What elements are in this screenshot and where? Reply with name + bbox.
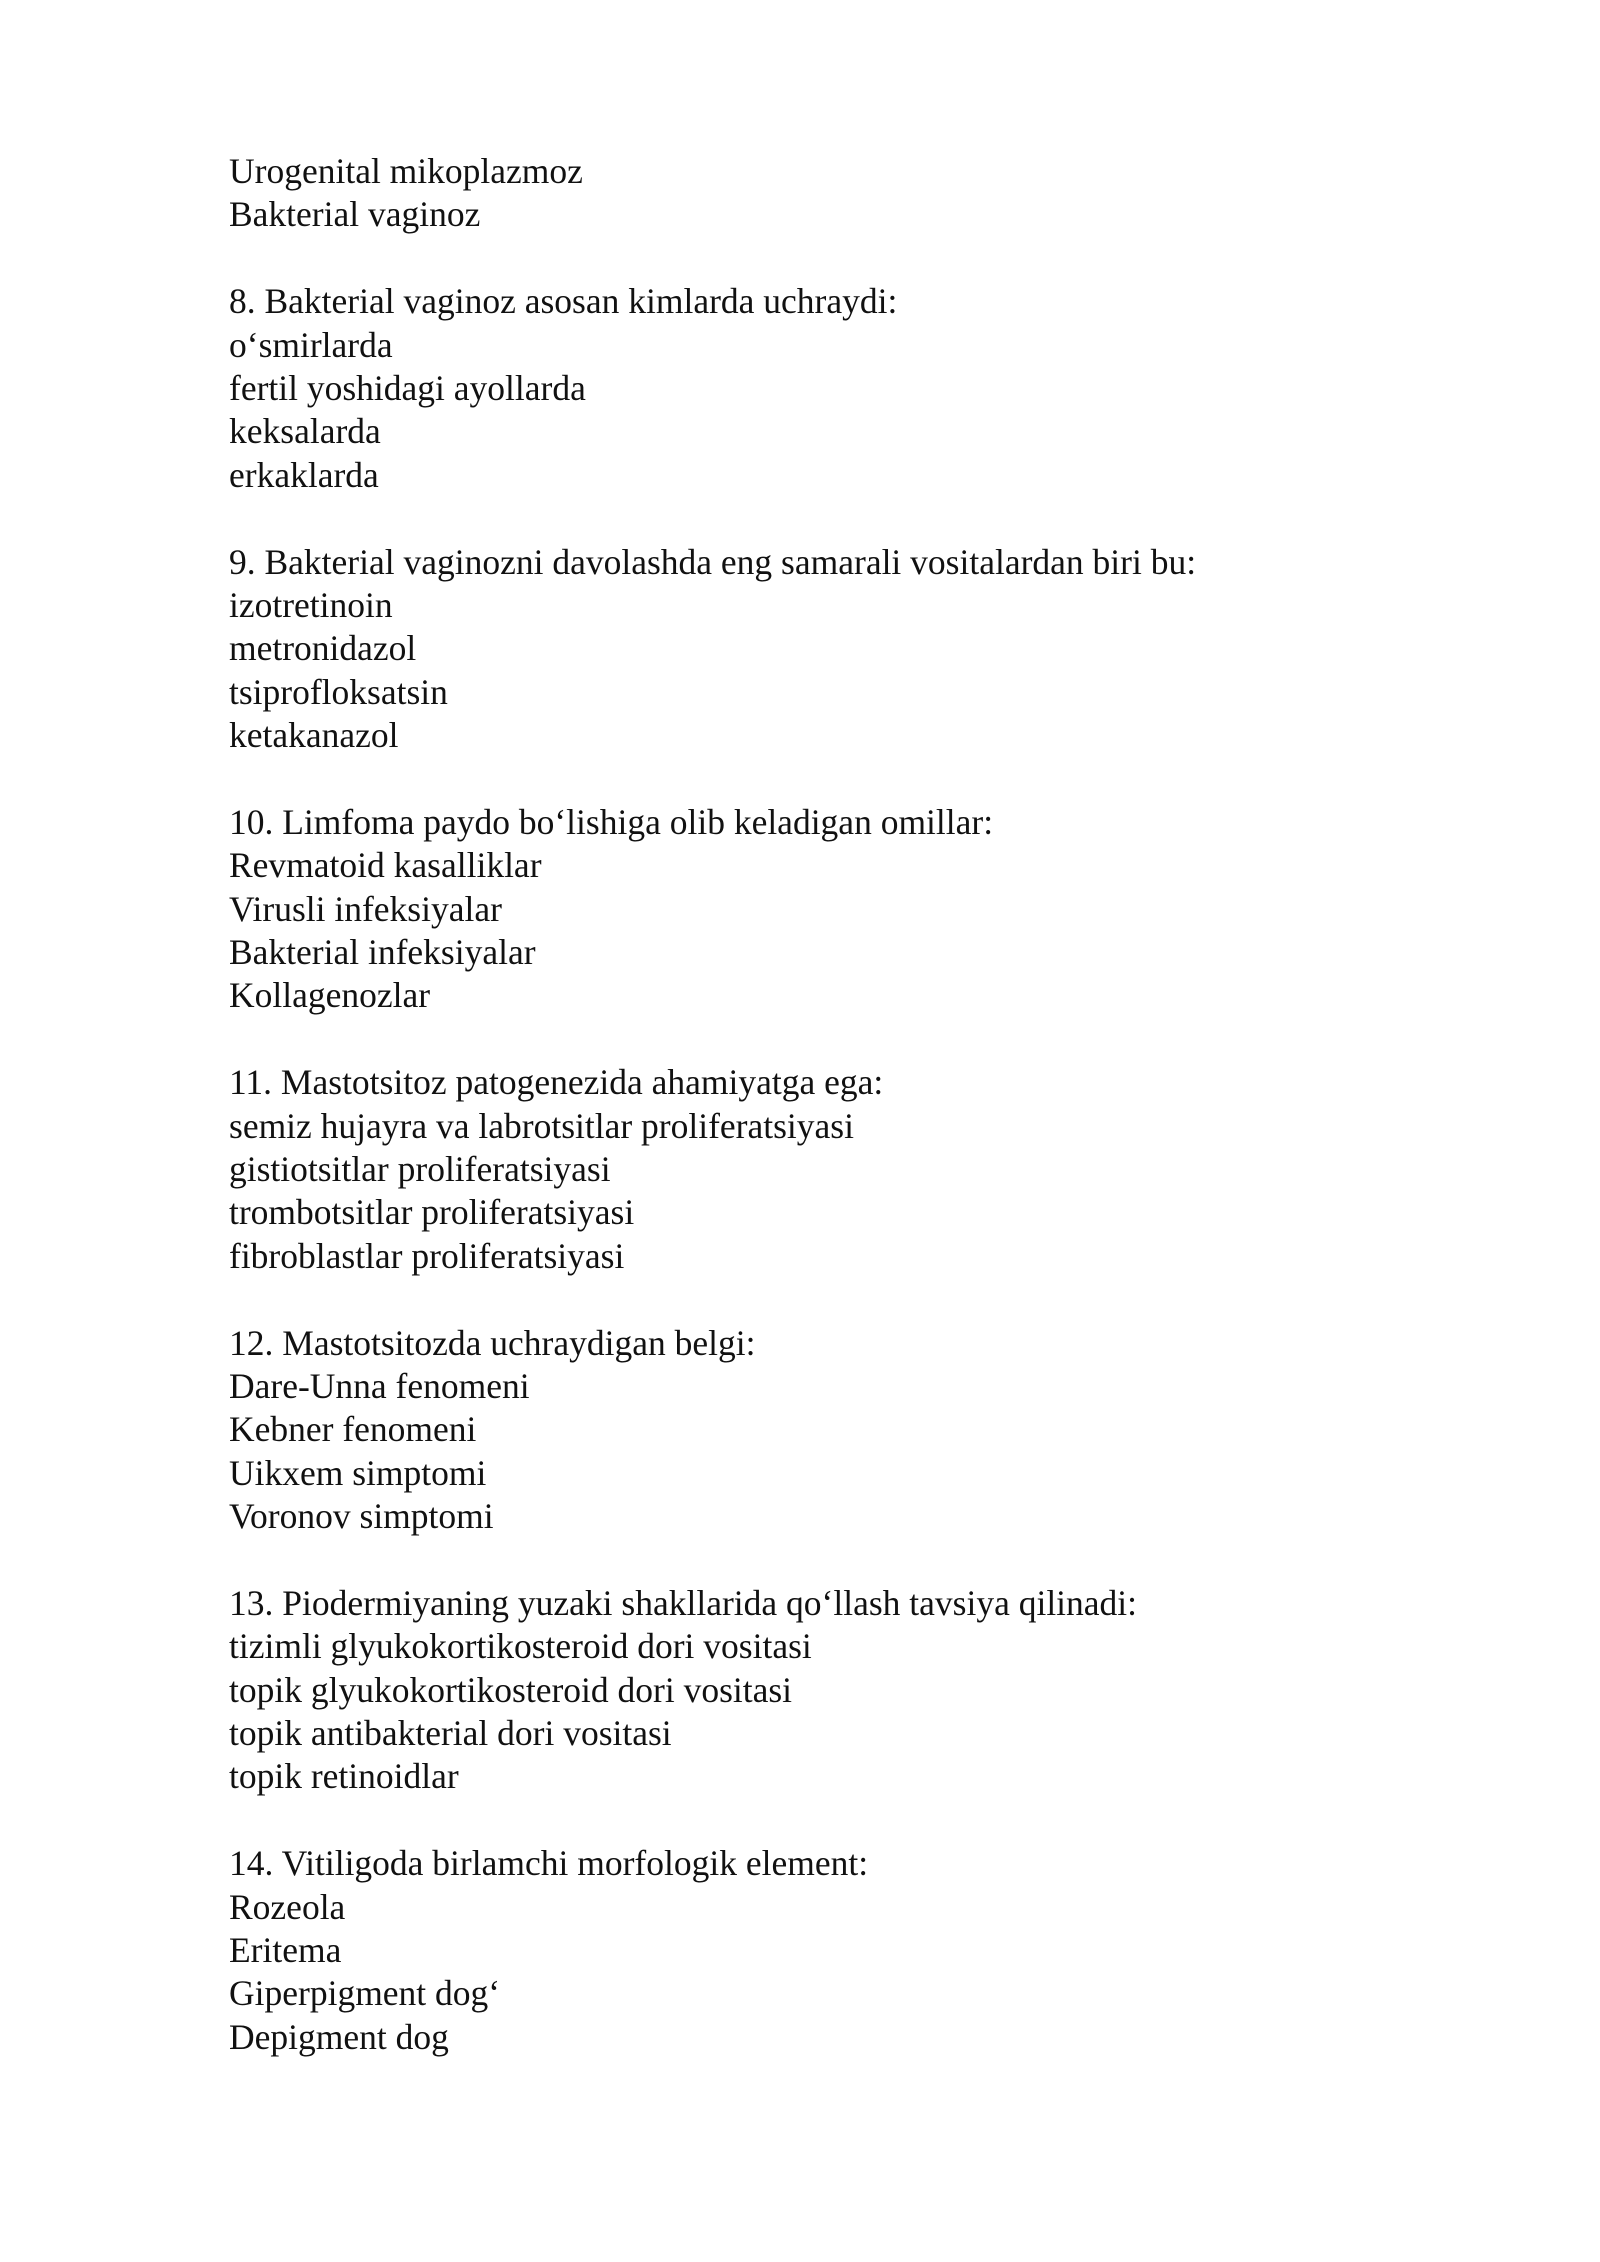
answer-option: trombotsitlar proliferatsiyasi [229,1192,635,1233]
question-text: 10. Limfoma paydo bo‘lishiga olib keladigan omillar: [229,801,994,842]
answer-option: Virusli infeksiyalar [229,888,502,929]
blank-line [229,757,1429,800]
question-block-13 [229,1582,1429,1799]
answer-option: Depigment dog [229,2016,449,2057]
blank-line [229,237,1429,280]
answer-option: Rozeola [229,1886,346,1927]
blank-line [229,497,1429,540]
answer-option: Urogenital mikoplazmoz [229,151,583,191]
answer-option: topik retinoidlar [229,1756,459,1797]
answer-option: erkaklarda [229,454,379,495]
answer-option: semiz hujayra va labrotsitlar proliferatsiyasi [229,1105,854,1146]
answer-option: o‘smirlarda [229,324,393,365]
question-block-14 [229,1842,1429,2059]
question-block-12 [229,1322,1429,1539]
answer-option: Bakterial infeksiyalar [229,932,536,973]
blank-line [229,1799,1429,1842]
answer-option: Uikxem simptomi [229,1452,487,1493]
answer-option: Eritema [229,1930,342,1971]
question-text: 14. Vitiligoda birlamchi morfologik element: [229,1843,869,1884]
answer-option: metronidazol [229,628,417,669]
answer-option: Dare-Unna fenomeni [229,1365,530,1406]
answer-option: gistiotsitlar proliferatsiyasi [229,1148,611,1189]
answer-option: ketakanazol [229,715,399,756]
question-text: 11. Mastotsitoz patogenezida ahamiyatga ega: [229,1062,884,1103]
answer-option: keksalarda [229,411,381,452]
intro-options [229,150,1429,237]
answer-option: fibroblastlar proliferatsiyasi [229,1235,625,1276]
question-text: 12. Mastotsitozda uchraydigan belgi: [229,1322,756,1363]
blank-line [229,1278,1429,1321]
answer-option: tsiprofloksatsin [229,671,448,712]
answer-option: Kebner fenomeni [229,1409,477,1450]
answer-option: Giperpigment dog‘ [229,1973,501,2014]
answer-option: Revmatoid kasalliklar [229,845,542,886]
blank-line [229,1539,1429,1582]
answer-option: tizimli glyukokortikosteroid dori vositasi [229,1626,812,1667]
question-text: 13. Piodermiyaning yuzaki shakllarida qo‘llash tavsiya qilinadi: [229,1582,1138,1623]
question-block-10 [229,801,1429,1018]
document-content [229,150,1429,2059]
question-text: 8. Bakterial vaginoz asosan kimlarda uchraydi: [229,281,898,322]
answer-option: Voronov simptomi [229,1496,494,1537]
answer-option: izotretinoin [229,584,393,625]
blank-line [229,1018,1429,1061]
answer-option: fertil yoshidagi ayollarda [229,367,586,408]
question-block-9 [229,541,1429,758]
answer-option: Kollagenozlar [229,975,431,1016]
question-block-8 [229,280,1429,497]
answer-option: Bakterial vaginoz [229,194,481,235]
question-text: 9. Bakterial vaginozni davolashda eng samarali vositalardan biri bu: [229,541,1197,582]
answer-option: topik glyukokortikosteroid dori vositasi [229,1669,793,1710]
question-block-11 [229,1061,1429,1278]
answer-option: topik antibakterial dori vositasi [229,1713,672,1754]
